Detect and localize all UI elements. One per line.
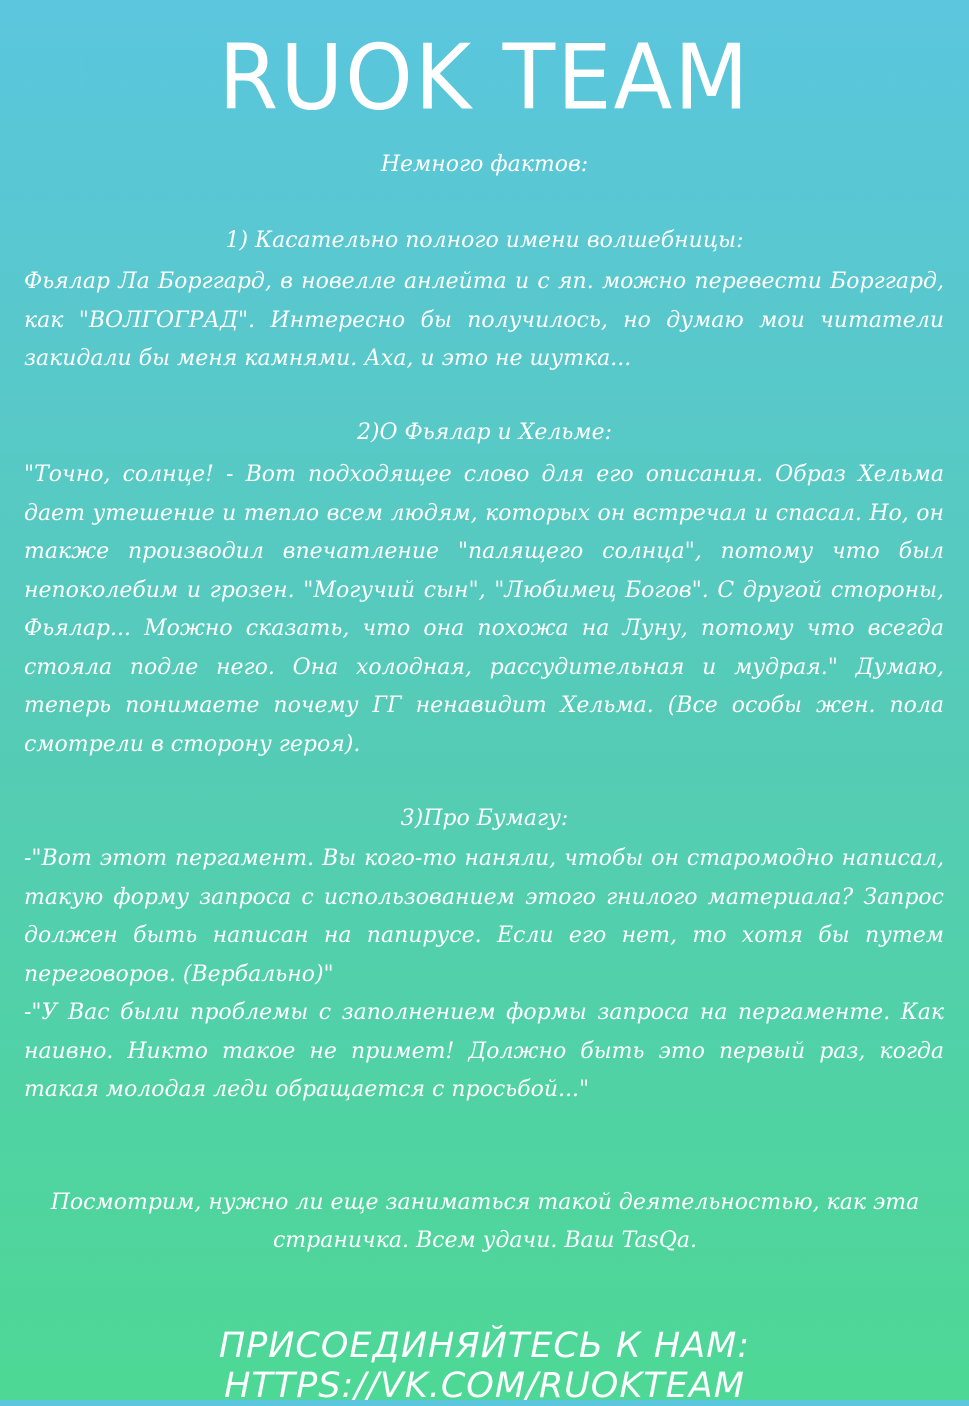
section-3-heading: 3)Про Бумагу: bbox=[400, 806, 569, 831]
join-link[interactable]: ПРИСОЕДИНЯЙТЕСЬ К НАМ: HTTPS://VK.COM/RUOKTEAM bbox=[218, 1326, 751, 1406]
section-1-heading: 1) Касательно полного имени волшебницы: bbox=[225, 228, 744, 253]
section-2-paragraph: "Точно, солнце! - Вот подходящее слово для его описания. Образ Хельма дает утешение и тепло всем людям, которых он встречал и спасал. Но, он также производил впечатление "палящего солнца", потому что был непоколебим и грозен. "Могучий сын", "Любимец Богов". С другой стороны, Фьялар... Можно сказать, что она похожа на Луну, потому что всегда стояла подле него. Она холодная, рассудительная и мудрая." Думаю, теперь понимаете почему ГГ ненавидит Хельма. (Все особы жен. пола смотрели в сторону героя). bbox=[24, 462, 944, 757]
section-1-paragraph: Фьялар Ла Борггард, в новелле анлейта и с яп. можно перевести Борггард, как "ВОЛГОГРАД". Интересно бы получилось, но думаю мои читатели закидали бы меня камнями. Аха, и это не шутка... bbox=[24, 269, 944, 371]
section-3-text bbox=[24, 840, 944, 1110]
section-2-heading: 2)О Фьялар и Хельме: bbox=[356, 420, 613, 445]
section-1-text bbox=[24, 263, 944, 379]
section-3-paragraph-1: -"Вот этот пергамент. Вы кого-то наняли, чтобы он старомодно написал, такую форму запроса с использованием этого гнилого материала? Запрос должен быть написан на папирусе. Если его нет, то хотя бы путем переговоров. (Вербально)" bbox=[24, 846, 944, 987]
team-title: RUOK TEAM bbox=[218, 25, 751, 131]
closing-note: Посмотрим, нужно ли еще заниматься такой деятельностью, как эта страничка. Всем удачи. Ваш TasQa. bbox=[50, 1190, 920, 1253]
facts-heading: Немного фактов: bbox=[380, 152, 589, 177]
section-2-text bbox=[24, 456, 944, 764]
section-3-paragraph-2: -"У Вас были проблемы с заполнением формы запроса на пергаменте. Как наивно. Никто такое не примет! Должно быть это первый раз, когда такая молодая леди обращается с просьбой..." bbox=[24, 1000, 944, 1102]
